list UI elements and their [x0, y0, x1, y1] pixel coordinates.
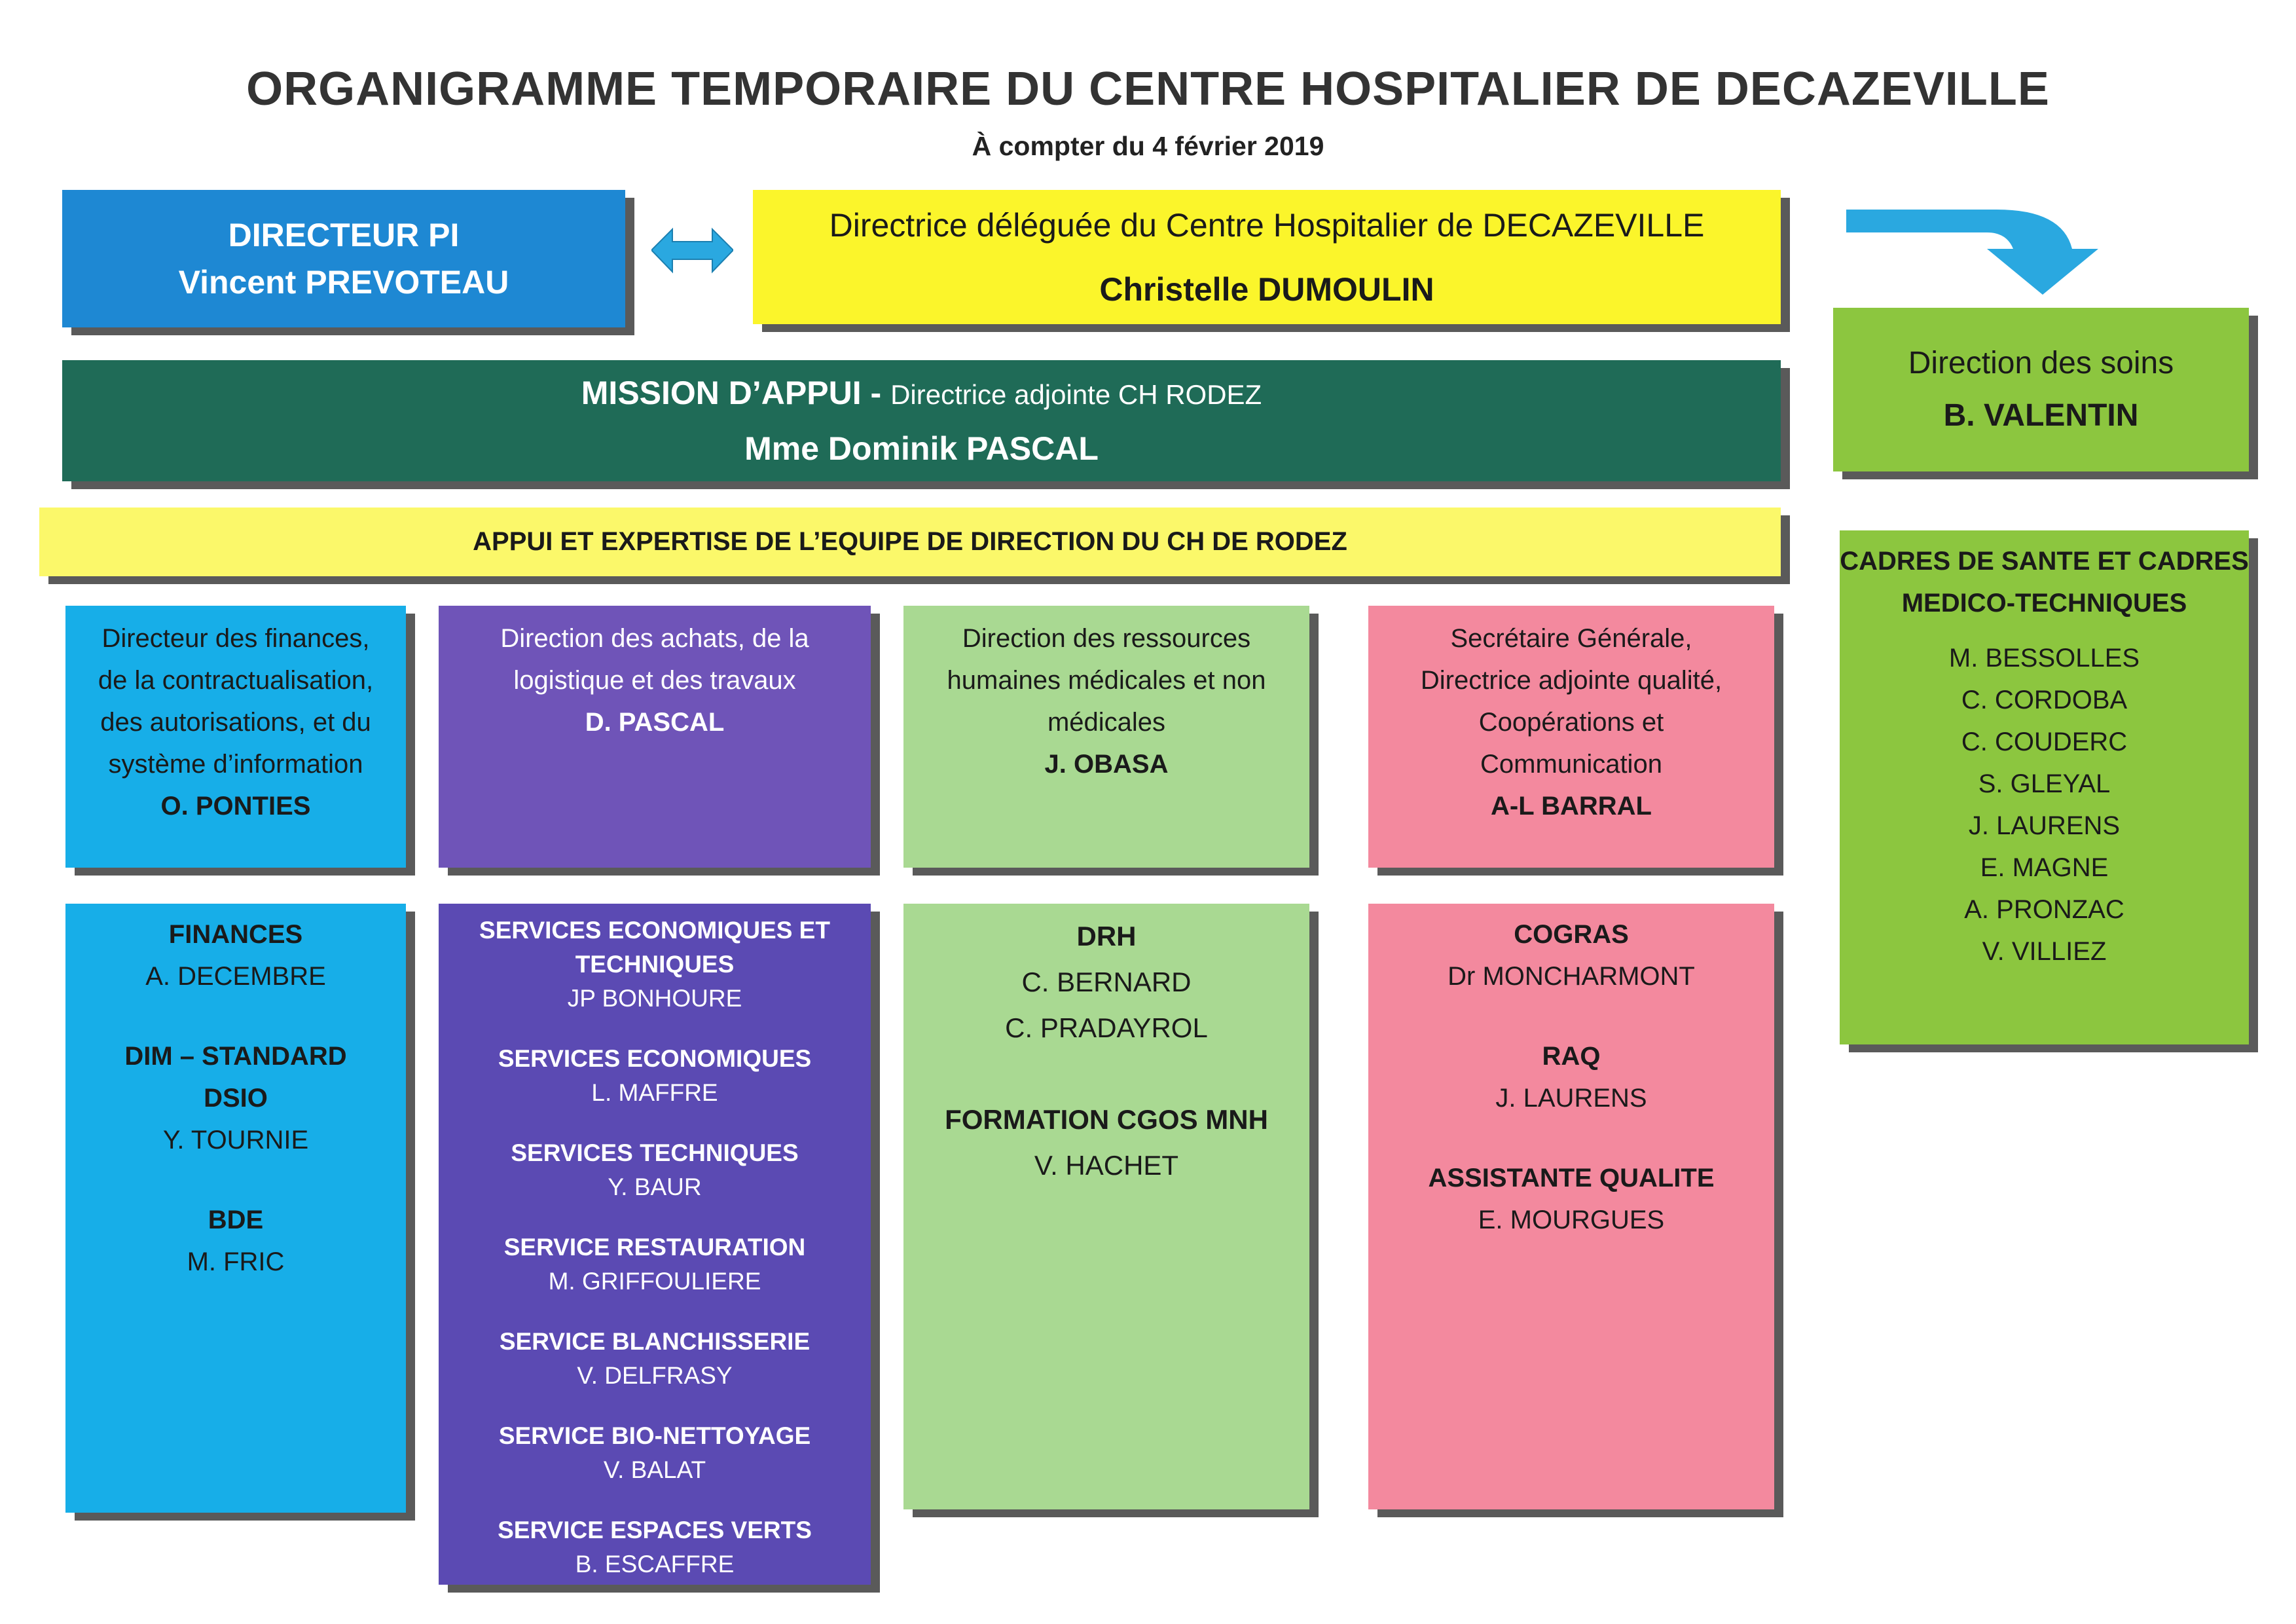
direction-finances-box	[65, 606, 406, 868]
direction-head-name: A-L BARRAL	[1491, 792, 1652, 821]
service-group	[1448, 913, 1695, 997]
service-member: V. HACHET	[1034, 1150, 1179, 1181]
service-heading: COGRAS	[1514, 920, 1629, 949]
service-heading: DIM – STANDARD	[124, 1042, 347, 1071]
mission-role: Directrice adjointe CH RODEZ	[890, 379, 1262, 410]
cadres-heading: CADRES DE SANTE ET CADRES	[1840, 547, 2249, 576]
direction-head-name: D. PASCAL	[585, 708, 725, 737]
cadres-member: J. LAURENS	[1968, 811, 2121, 840]
direction-title-line: des autorisations, et du	[100, 708, 371, 737]
curved-arrow-icon	[1846, 196, 2128, 295]
services-finances-box	[65, 904, 406, 1513]
service-heading: DSIO	[204, 1084, 268, 1113]
director-role: DIRECTEUR PI	[228, 217, 460, 253]
service-member: Dr MONCHARMONT	[1448, 962, 1695, 991]
service-group	[145, 913, 326, 997]
cadres-member: E. MAGNE	[1980, 853, 2109, 882]
direction-title-line: Directeur des finances,	[101, 624, 370, 653]
service-member: C. PRADAYROL	[1005, 1012, 1208, 1043]
double-arrow-icon	[651, 226, 733, 275]
appui-text: APPUI ET EXPERTISE DE L’EQUIPE DE DIRECTION DU CH DE RODEZ	[473, 527, 1347, 556]
cadres-box	[1840, 530, 2249, 1044]
page-title: ORGANIGRAMME TEMPORAIRE DU CENTRE HOSPITALIER DE DECAZEVILLE	[246, 63, 2050, 115]
direction-title-line: logistique et des travaux	[513, 666, 796, 695]
direction-achats-box	[439, 606, 871, 868]
service-group	[124, 1035, 346, 1161]
direction-title-line: médicales	[1047, 708, 1166, 737]
deleguee-box	[753, 190, 1781, 324]
service-heading: SERVICE BIO-NETTOYAGE	[498, 1422, 811, 1449]
service-member: L. MAFFRE	[591, 1079, 718, 1106]
service-member: B. ESCAFFRE	[575, 1551, 735, 1578]
service-member: E. MOURGUES	[1478, 1206, 1665, 1234]
mission-heading	[581, 366, 1262, 422]
services-rh-box	[903, 904, 1309, 1509]
direction-title-line: système d’information	[108, 750, 363, 779]
direction-head-name: J. OBASA	[1044, 750, 1169, 779]
service-heading: RAQ	[1542, 1042, 1601, 1071]
direction-head-name: O. PONTIES	[160, 792, 311, 821]
service-group	[499, 1419, 811, 1487]
director-name: Vincent PREVOTEAU	[178, 264, 509, 301]
deleguee-role: Directrice déléguée du Centre Hospitalier de DECAZEVILLE	[829, 206, 1705, 244]
service-member: Y. BAUR	[608, 1173, 702, 1200]
service-group	[498, 1513, 812, 1581]
mission-label: MISSION D’APPUI	[581, 375, 862, 411]
service-member: V. DELFRASY	[577, 1362, 733, 1389]
direction-title-line: Directrice adjointe qualité,	[1420, 666, 1722, 695]
cadres-member: A. PRONZAC	[1964, 895, 2124, 924]
soins-box	[1833, 308, 2249, 471]
cadres-member: C. CORDOBA	[1961, 686, 2128, 714]
services-achats-box	[439, 904, 871, 1585]
service-member: V. BALAT	[603, 1456, 706, 1483]
direction-rh-box	[903, 606, 1309, 868]
service-group	[511, 1136, 798, 1204]
service-group	[1428, 1157, 1714, 1241]
service-heading: SERVICE ESPACES VERTS	[498, 1517, 812, 1543]
service-member: M. GRIFFOULIERE	[548, 1268, 761, 1295]
service-group	[1005, 913, 1208, 1051]
cadres-member: V. VILLIEZ	[1982, 937, 2107, 966]
service-member: A. DECEMBRE	[145, 962, 326, 991]
service-heading: FINANCES	[168, 920, 303, 949]
service-group	[479, 913, 830, 1016]
cadres-member: S. GLEYAL	[1978, 769, 2111, 798]
services-secretariat-box	[1368, 904, 1774, 1509]
direction-title-line: Communication	[1480, 750, 1662, 779]
direction-title-line: Direction des achats, de la	[500, 624, 809, 653]
service-heading: SERVICES ECONOMIQUES	[498, 1045, 812, 1072]
mission-name: Mme Dominik PASCAL	[744, 430, 1099, 467]
direction-title-line: de la contractualisation,	[98, 666, 374, 695]
service-member: Y. TOURNIE	[162, 1126, 309, 1154]
service-heading: SERVICES ECONOMIQUES ET	[479, 917, 830, 944]
mission-box	[62, 360, 1781, 481]
cadres-member: M. BESSOLLES	[1948, 644, 2140, 673]
service-member: J. LAURENS	[1495, 1084, 1647, 1113]
appui-banner	[39, 507, 1781, 576]
direction-title-line: humaines médicales et non	[947, 666, 1266, 695]
service-group	[945, 1097, 1268, 1189]
service-member: JP BONHOURE	[567, 985, 742, 1012]
service-heading: ASSISTANTE QUALITE	[1428, 1164, 1715, 1192]
service-group	[1495, 1035, 1647, 1119]
service-heading: SERVICE RESTAURATION	[503, 1234, 806, 1261]
deleguee-name: Christelle DUMOULIN	[1099, 270, 1434, 308]
mission-separator: -	[861, 375, 891, 411]
soins-role: Direction des soins	[1908, 346, 2174, 380]
page-subtitle: À compter du 4 février 2019	[972, 131, 1324, 161]
service-heading: TECHNIQUES	[575, 951, 735, 978]
service-member: M. FRIC	[187, 1247, 285, 1276]
direction-secretariat-box	[1368, 606, 1774, 868]
cadres-heading: MEDICO-TECHNIQUES	[1901, 589, 2187, 618]
service-group	[187, 1199, 285, 1283]
service-member: C. BERNARD	[1021, 967, 1192, 997]
direction-title-line: Secrétaire Générale,	[1450, 624, 1692, 653]
service-heading: FORMATION CGOS MNH	[945, 1104, 1268, 1135]
soins-name: B. VALENTIN	[1943, 398, 2139, 433]
service-heading: BDE	[208, 1206, 264, 1234]
cadres-member: C. COUDERC	[1961, 728, 2128, 756]
service-group	[504, 1230, 806, 1299]
direction-title-line: Direction des ressources	[962, 624, 1251, 653]
service-group	[500, 1325, 810, 1393]
director-box	[62, 190, 625, 327]
service-heading: SERVICE BLANCHISSERIE	[499, 1328, 811, 1355]
service-group	[498, 1042, 811, 1110]
direction-title-line: Coopérations et	[1478, 708, 1664, 737]
service-heading: DRH	[1076, 921, 1137, 951]
service-heading: SERVICES TECHNIQUES	[511, 1139, 799, 1166]
